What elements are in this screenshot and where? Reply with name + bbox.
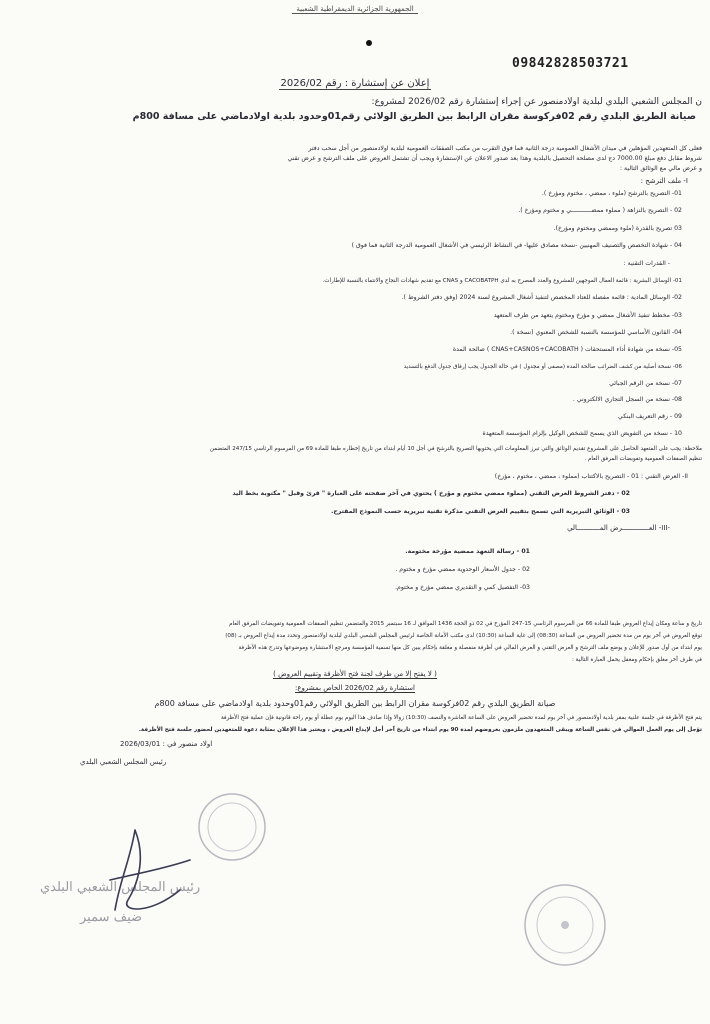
body-paragraph-2: شروط مقابل دفع مبلغ 7000.00 دج لدى مصلحة التحصيل بالبلدية وهذا بعد صدور الاعلان عن الإستشارة ويجب أن تشتمل العروض على ملف الترشح و عرض تقني [287, 155, 702, 162]
project-title: صيانة الطريق البلدي رقم 02فركوسة مقران الرابط بين الطريق الولائي رقم01وحدود بلدية اولادماضي على مسافة 800م [132, 111, 696, 122]
place-date: اولاد منصور في : 2026/03/01 [120, 740, 213, 748]
submission-paragraph-line: تاريخ و ساعة ومكان إيداع العروض طبقا للمادة 66 من المرسوم الرئاسي 15-247 المؤرخ في 02 ذو الحجة 1436 الموافق لـ 16 سبتمبر 2015 والمتضمن تنظيم الصفقات العمومية وتفويضات المرفق العام [229, 621, 702, 627]
list-item: 01 - رسالة التعهد ممضية مؤرخة مختومة. [405, 548, 530, 555]
list-item: 09 - رقم التعريف البنكي [618, 413, 682, 420]
list-item: 02 - التصريح بالنزاهة ( مملوء ممضـــــــــــي و مختوم ومؤرخ ). [518, 207, 682, 214]
body-paragraph-1: فعلى كل المتعهدين المؤهلين في ميدان الأشغال العمومية درجة الثانية فما فوق التقرب من مكتب الصفقات العمومية لبلدية اولادمنصور من أجل سحب دفتر [308, 145, 702, 152]
list-item: 03- التفصيل كمي و التقديري ممضي مؤرخ و مختوم. [395, 584, 530, 591]
list-item: 01- الوسائل البشرية : قائمة العمال الموجهين للمشروع والعدد المصرح به لدى CACOBATPH و CNAS مع تقديم شهادات النجاح والانتماء بالنسبة للإطارات. [322, 278, 682, 284]
list-item: 03 - الوثائق التبريرية التي تسمح بتقييم العرض التقني مذكرة تقنية تبريرية حسب النموذج المقترح. [331, 508, 630, 515]
signatory-title: رئيس المجلس الشعبي البلدي [80, 758, 167, 766]
section-technical-offer: II- العرض التقني : 01 - التصريح بالاكتتاب (مملوء ، ممضي ، مختوم ، مؤرخ) [494, 473, 688, 480]
list-item: 03- مخطط تنفيذ الأشغال ممضي و مؤرخ ومختوم يتعهد من طرف المتعهد [493, 312, 682, 319]
submission-paragraph-line: توقع العروض في آخر يوم من مدة تحضير العروض من الساعة (08:30) إلى غاية الساعة (10:30) لدى مكتب الأمانة الخاصة لرئيس المجلس الشعبي البلدي لبلدية اولادمنصور وتحدد مدة إيداع العروض بـ (08) [225, 633, 702, 639]
list-item: 10 - نسخة من التفويض الذي يسمح للشخص الوكيل بإلزام المؤسسة المتعهدة [482, 430, 682, 437]
list-item: - القدرات التقنية : [623, 260, 670, 267]
list-item: 06- نسخة أصلية من كشف الضرائب صالحة المدة (مصفى أو مجدول ) في حالة الجدول يجب إرفاق جدول الدفع بالتسديد [403, 364, 682, 370]
list-item: 04 - شهادة التخصص والتصنيف المهنيين -نسخة مصادق عليها- في النشاط الرئيسي في الأشغال العمومية الدرجة الثانية فما فوق ) [351, 242, 682, 249]
envelope-project: صيانة الطريق البلدي رقم 02فركوسة مقران الرابط بين الطريق الولائي رقم01وحدود بلدية اولادماضي على مسافة 800م [154, 699, 556, 708]
list-item: 01- التصريح بالترشح (ملوء ، ممضي ، مختوم ومؤرخ ). [541, 190, 682, 197]
opening-paragraph-line: يتم فتح الأظرفة في جلسة علنية بمقر بلدية أولادمنصور في آخر يوم لمدة تحضير العروض على الساعة العاشرة والنصف (10:30) زوالا وإذا صادف هذا اليوم يوم عطلة أو يوم راحة قانونية فإن عملية فتح الأظرفة [220, 715, 702, 721]
list-item: 03 تصريح بالقدرة (ملوء وممضي ومختوم ومؤرخ). [553, 225, 682, 232]
section-financial-offer: -III- العـــــــــــــرض المـــــــــــالي [567, 524, 670, 532]
official-stamp-right [520, 880, 610, 970]
republic-header: الجمهورية الجزائرية الديمقراطية الشعبية [0, 5, 710, 13]
list-item: 08- نسخة من السجل التجاري الالكتروني . [572, 396, 682, 403]
list-item: 05- نسخة من شهادة أداء المستحقات ( CNAS+CASNOS+CACOBATH ) صالحة المدة [452, 346, 682, 353]
note-line-2: تنظيم الصفقات العمومية وتفويضات المرفق العام . [584, 456, 702, 462]
list-item: 02 - جدول الأسعار الوحدوية ممضي مؤرخ و مختوم . [395, 566, 530, 573]
section-candidacy: I- ملف الترشح : [640, 177, 688, 185]
intro-line: ن المجلس الشعبي البلدي لبلدية اولادمنصور عن إجراء إستشارة رقم 2026/02 لمشروع: [371, 97, 702, 107]
stamp-name: ضيف سمير [80, 910, 143, 925]
document-number: 09842828503721 [512, 56, 629, 71]
list-item: 07- نسخة من الرقم الجبائي [609, 380, 682, 387]
submission-paragraph-line: يوم ابتداء من أول صدور للإعلان و يوضع ملف الترشح و العرض التقني و العرض المالي في أظرفة منفصلة و مغلقة بإحكام يبين كل منها تسمية المؤسسة ومرجع الاستشارة وموضوعها وتدرج هذه الأظرفة [238, 645, 702, 651]
opening-paragraph-line: تؤجل إلى يوم العمل الموالي في نفس الساعة ويبقى المتعهدون ملزمون بعروضهم لمدة 90 يوم ابتداء من تاريخ آخر أجل لإيداع العروض ، ويعتبر هذا الإعلان بمثابة دعوة للمتعهدين لحضور جلسة فتح الأظرفة. [138, 727, 702, 733]
envelope-reference: استشارة رقم 2026/02 الخاص بمشروع: [295, 684, 415, 692]
ink-dot [366, 40, 372, 46]
envelope-quote: ( لا يفتح إلا من طرف لجنة فتح الأظرفة وتقييم العروض ) [273, 670, 437, 678]
handwritten-signature [90, 820, 210, 930]
body-paragraph-3: و عرض مالي مع الوثائق التالية : [619, 165, 702, 172]
list-item: 02 - دفتر الشروط العرض التقني (مملوء ممضي مختوم و مؤرخ ) يحتوي في آخر صفحته على العبارة " قرئ وقبل " مكتوبة بخط اليد [232, 490, 630, 497]
stamp-title: رئيس المجلس الشعبي البلدي [40, 880, 201, 895]
submission-paragraph-line: في ظرف آخر مغلق بإحكام ومغفل يحمل العبارة التالية : [572, 657, 702, 663]
list-item: 02- الوسائل المادية : قائمة مفصلة للعتاد المخصص لتنفيذ أشغال المشروع لسنة 2024 (وفق دفتر الشروط ). [401, 294, 682, 301]
note-line-1: ملاحظة: يجب على المتعهد الحاصل على المشروع تقديم الوثائق والتي تبرز المعلومات التي يحتويها التصريح بالترشح في أجل 10 أيام ابتداء من تاريخ إخطاره طبقا للمادة 69 من المرسوم الرئاسي 247/15 المتضمن [209, 446, 702, 452]
list-item: 04- القانون الأساسي للمؤسسة بالنسبة للشخص المعنوي (نسخة ). [510, 329, 682, 336]
announcement-title: إعلان عن إستشارة : رقم 2026/02 [280, 78, 430, 89]
